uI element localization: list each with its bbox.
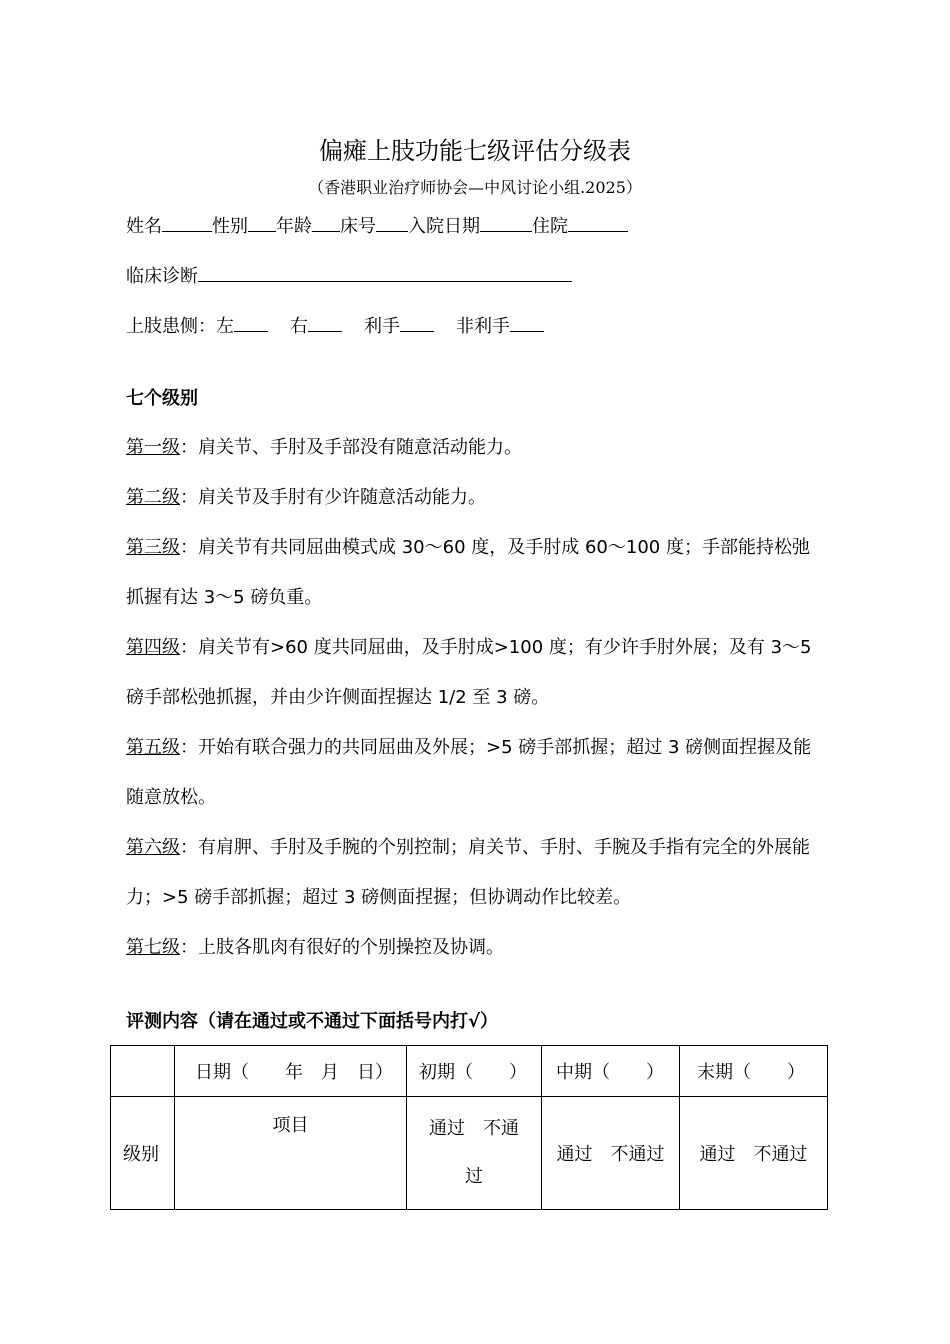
assessment-table bbox=[110, 1045, 828, 1210]
item-header-cell: 项目 bbox=[175, 1097, 407, 1210]
level-item bbox=[126, 623, 826, 723]
table-cell-empty bbox=[111, 1046, 175, 1097]
pass-fail-initial[interactable]: 通过 不通过 bbox=[407, 1097, 542, 1210]
level-label: 第三级 bbox=[126, 537, 180, 558]
level-label: 第七级 bbox=[126, 937, 180, 958]
level-item bbox=[126, 423, 826, 473]
bed-field[interactable] bbox=[376, 213, 408, 232]
diagnosis-field[interactable] bbox=[198, 263, 572, 282]
admit-date-label: 入院日期 bbox=[408, 216, 480, 237]
level-item bbox=[126, 473, 826, 523]
table-row bbox=[111, 1046, 828, 1097]
sex-label: 性别 bbox=[212, 216, 248, 237]
stay-field[interactable] bbox=[568, 213, 628, 232]
age-label: 年龄 bbox=[276, 216, 312, 237]
levels-heading: 七个级别 bbox=[126, 388, 198, 409]
level-label: 第一级 bbox=[126, 437, 180, 458]
non-dominant-label: 非利手 bbox=[456, 316, 510, 337]
side-label: 上肢患侧： bbox=[126, 316, 216, 337]
right-field[interactable] bbox=[308, 313, 342, 332]
dominant-label: 利手 bbox=[364, 316, 400, 337]
sex-field[interactable] bbox=[248, 213, 276, 232]
bed-label: 床号 bbox=[340, 216, 376, 237]
initial-cell[interactable]: 初期（ ） bbox=[407, 1046, 542, 1097]
level-label: 第五级 bbox=[126, 737, 180, 758]
table-row bbox=[111, 1097, 828, 1210]
affected-side-line bbox=[126, 313, 544, 339]
level-label: 第四级 bbox=[126, 637, 180, 658]
name-label: 姓名 bbox=[126, 216, 162, 237]
level-label: 第二级 bbox=[126, 487, 180, 508]
dominant-field[interactable] bbox=[400, 313, 434, 332]
patient-info-line bbox=[126, 213, 628, 239]
left-field[interactable] bbox=[234, 313, 268, 332]
level-text: ：肩关节有共同屈曲模式成 30～60 度，及手肘成 60～100 度；手部能持松弛抓握有达 3～5 磅负重。 bbox=[126, 537, 810, 608]
name-field[interactable] bbox=[162, 213, 212, 232]
left-label: 左 bbox=[216, 316, 234, 337]
level-label: 第六级 bbox=[126, 837, 180, 858]
level-text: ：肩关节及手肘有少许随意活动能力。 bbox=[180, 487, 486, 508]
non-dominant-field[interactable] bbox=[510, 313, 544, 332]
assessment-heading: 评测内容（请在通过或不通过下面括号内打√） bbox=[126, 1011, 499, 1032]
stay-label: 住院 bbox=[532, 216, 568, 237]
page-title: 偏瘫上肢功能七级评估分级表 bbox=[319, 137, 631, 165]
level-header-cell: 级别 bbox=[111, 1097, 175, 1210]
right-label: 右 bbox=[290, 316, 308, 337]
levels-list bbox=[126, 423, 826, 973]
level-item bbox=[126, 823, 826, 923]
level-text: ：上肢各肌肉有很好的个别操控及协调。 bbox=[180, 937, 504, 958]
level-text: ：肩关节、手肘及手部没有随意活动能力。 bbox=[180, 437, 522, 458]
page-subtitle: （香港职业治疗师协会—中风讨论小组.2025） bbox=[308, 178, 642, 197]
pass-fail-final[interactable]: 通过 不通过 bbox=[680, 1097, 828, 1210]
level-item bbox=[126, 923, 826, 973]
date-cell[interactable]: 日期（ 年 月 日） bbox=[175, 1046, 407, 1097]
pass-fail-middle[interactable]: 通过 不通过 bbox=[542, 1097, 680, 1210]
diagnosis-label: 临床诊断 bbox=[126, 266, 198, 287]
level-item bbox=[126, 523, 826, 623]
diagnosis-line bbox=[126, 263, 572, 289]
final-cell[interactable]: 末期（ ） bbox=[680, 1046, 828, 1097]
level-item bbox=[126, 723, 826, 823]
middle-cell[interactable]: 中期（ ） bbox=[542, 1046, 680, 1097]
level-text: ：开始有联合强力的共同屈曲及外展；>5 磅手部抓握；超过 3 磅侧面捏握及能随意放松。 bbox=[126, 737, 812, 808]
level-text: ：肩关节有>60 度共同屈曲，及手肘成>100 度；有少许手肘外展；及有 3～5 磅手部松弛抓握，并由少许侧面捏握达 1/2 至 3 磅。 bbox=[126, 637, 812, 708]
age-field[interactable] bbox=[312, 213, 340, 232]
level-text: ：有肩胛、手肘及手腕的个别控制；肩关节、手肘、手腕及手指有完全的外展能力；>5 磅手部抓握；超过 3 磅侧面捏握；但协调动作比较差。 bbox=[126, 837, 810, 908]
admit-date-field[interactable] bbox=[480, 213, 532, 232]
